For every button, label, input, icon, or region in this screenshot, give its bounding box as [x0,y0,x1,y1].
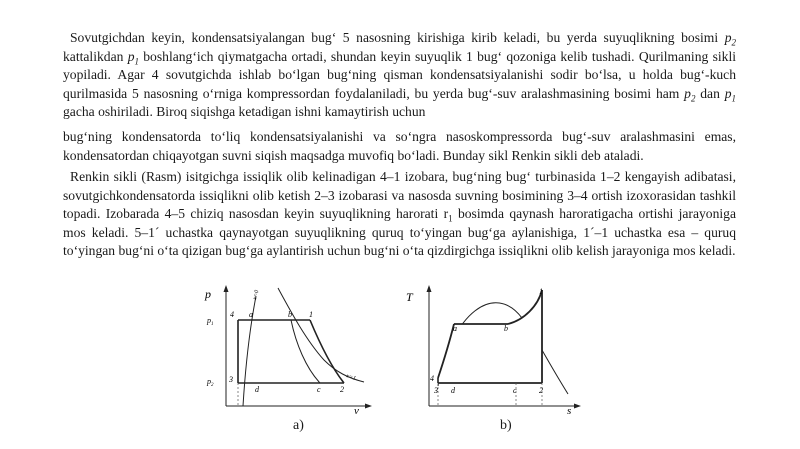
paragraph-3 [63,168,736,261]
figure-b-x-arrow [574,404,581,409]
paragraph-1-text-c: boshlang‘ich qiymatgacha ortadi, shundan keyin suyuqlik 1 bug‘ qozoniga kelib tushadi. Qurilmaning sikli yopiladi. Agar 4 sovutgichda ishlab bo‘lgan bug‘ning qisman kondensatsiyalanishi sodir bo‘lsa, u holda bug‘-kuch qurilmasida 5 nasosning o‘rniga kompressordan foydalaniladi, bu yerda bug‘-suv aralashmasining bosimi ham [63,48,736,101]
figure-a-curve-b-c [291,320,320,383]
symbol-p1-subscript: 1 [134,56,139,67]
figure-b-point-b: b [504,324,508,333]
figure-a-pv-diagram [196,282,376,417]
figure-b-point-2: 2 [539,386,543,395]
symbol-p2-subscript: 2 [731,37,736,48]
symbol-p1-second-subscript: 1 [731,93,736,104]
symbol-r1 [443,206,453,224]
symbol-r1-letter: r [443,206,449,222]
paragraph-1-text-d: dan [695,85,725,101]
figure-a-label-x1: x=1 [345,373,357,382]
figure-a-adiabat-1-2 [310,320,344,383]
figure-a-x-label: v [354,405,359,417]
figure-b-y-arrow [427,285,432,292]
figure-a-caption: a) [293,418,304,433]
symbol-p2-second-letter: p [684,85,691,101]
figure-a-point-3: 3 [229,375,233,384]
figure-b-x-label: s [567,405,572,417]
paragraph-2: bug‘ning kondensatorda to‘liq kondensatsiyalanishi va so‘ngra nasoskompressorda bug‘-suv aralashmasini emas, kondensatordan chiqayotgan suvni siqish maqsadga muvofiq bo‘ladi. Bunday sikl Renkin sikli deb ataladi. [63,129,736,163]
symbol-p1-letter: p [127,48,135,64]
figure-b-ts-diagram [400,282,585,417]
figure-a-point-a: a [249,310,253,319]
figure-a-svg [196,282,376,417]
figure-a-label-x0: x=0 [252,289,261,301]
figure-a-tick-p2-letter: p [207,377,211,386]
paragraph-1 [63,29,736,122]
figure-b-cycle-area [438,290,542,383]
figure-a-tick-p1-sub: 1 [211,322,214,327]
figure-a-point-2: 2 [340,385,344,394]
paragraph-1-text-e: gacha oshiriladi. Biroq siqishga ketadigan ishni kamaytirish uchun [63,104,426,120]
figure-a-point-1: 1 [309,310,313,319]
figure-a-point-4: 4 [230,310,234,319]
symbol-p1 [127,48,139,67]
figure-b-point-4: 4 [430,374,434,383]
symbol-r1-subscript: 1 [448,213,453,224]
figure-a-point-b: b [288,310,292,319]
symbol-p2-letter: p [724,30,732,45]
figure-b-y-label: T [406,290,413,304]
figure-a-tick-p2 [206,377,214,388]
figure-a-curve-x1 [278,288,364,382]
symbol-p2 [724,30,736,48]
figure-a-tick-p1 [206,316,214,327]
figure-b-point-d: d [451,386,455,395]
figure-a-y-label: p [205,287,211,301]
figure-a-x-arrow [365,404,372,409]
figure-a-point-d: d [255,385,259,394]
paragraph-1-text-a: Sovutgichdan keyin, kondensatsiyalangan bug‘ 5 nasosning kirishiga kirib keladi, bu yerda suyuqlikning bosimi [70,30,725,45]
figure-b-point-1: 1 [539,287,543,296]
symbol-p1-second [724,85,736,104]
symbol-p1-second-letter: p [724,85,732,101]
figure-a-point-c: c [317,385,321,394]
figure-b-point-c: c [513,386,517,395]
figure-a-y-arrow [224,285,229,292]
figure-a-tick-p2-sub: 2 [211,383,214,388]
figure-a-tick-p1-letter: p [207,316,211,325]
symbol-p2-second-subscript: 2 [690,93,696,104]
paragraph-3-text-b: bosimda qaynash haroratigacha ortishi jarayoniga mos keladi. 5–1´ uchastka qaynayotgan suyuqlikning quruq to‘yingan bug‘ga aylanishiga, 1´–1 uchastka esa – quruq to‘yingan bug‘ni o‘ta qizigan bug‘ga aylantirish uchun bug‘ni o‘ta qizdirgichga issiqlikni olib kelish jarayoniga mos keladi. [63,206,736,259]
figure-b-svg [400,282,585,417]
paragraph-3-text-a: Renkin sikli (Rasm) isitgichga issiqlik olib kelinadigan 4–1 izobara, bug‘ning bug‘ turbinasida 1–2 kengayish adibatasi, sovutgichkondensatorda issiqlikni olib ketish 2–3 izobarasi va nasosda suvning bosimining 3–4 ortish izoxorasidan tashkil topadi. Izobarada 4–5 chiziq nasosdan keyin suyuqlikning harorati [63,169,736,222]
figure-b-point-a: a [453,324,457,333]
symbol-p2-second [684,85,696,104]
figure-b-caption: b) [500,418,512,433]
figure-b-point-3: 3 [434,386,438,395]
paragraph-1-text-b: kattalikdan [63,48,128,64]
